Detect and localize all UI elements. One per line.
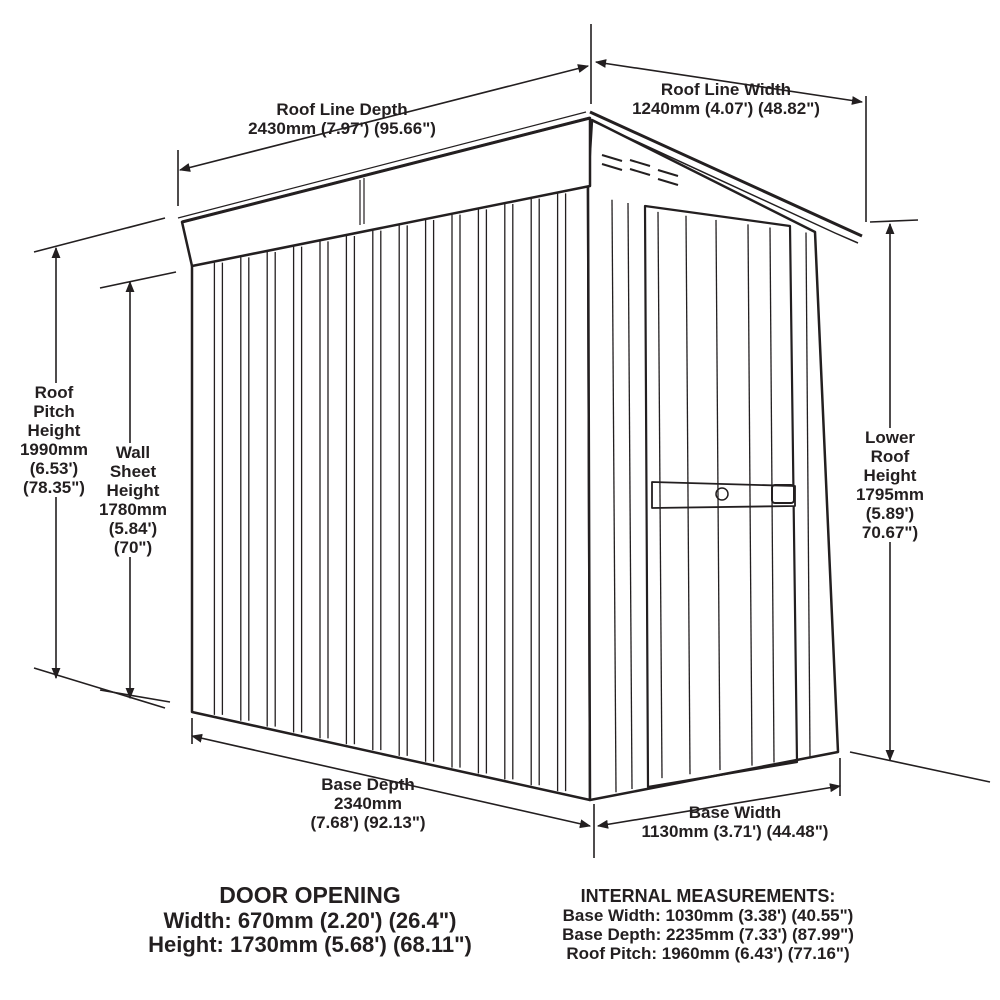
base-depth-value: (7.68') (92.13") bbox=[310, 813, 426, 833]
roof-pitch-height-ft: (6.53') bbox=[29, 459, 79, 479]
wall-sheet-height-ft: (5.84') bbox=[108, 519, 158, 539]
front-wall bbox=[588, 120, 838, 800]
door-opening-width: Width: 670mm (2.20') (26.4") bbox=[163, 907, 457, 933]
roof-pitch-height-line2: Pitch bbox=[33, 402, 75, 422]
wall-sheet-height-line2: Sheet bbox=[109, 462, 157, 482]
wall-sheet-height-line1: Wall bbox=[115, 443, 151, 462]
base-width-title: Base Width bbox=[688, 803, 782, 822]
roof-line-width-value: 1240mm (4.07') (48.82") bbox=[632, 99, 820, 119]
wall-sheet-height-in: (70") bbox=[113, 538, 153, 558]
base-depth-mm: 2340mm bbox=[333, 794, 403, 814]
lower-roof-height-ft: (5.89') bbox=[865, 504, 915, 524]
roof-pitch-height-label bbox=[6, 383, 102, 497]
roof-line-width-title: Roof Line Width bbox=[660, 80, 792, 99]
base-width-label bbox=[618, 803, 852, 841]
wall-sheet-height-label bbox=[90, 443, 176, 557]
lower-roof-height-line1: Lower bbox=[864, 428, 916, 447]
door-opening-height: Height: 1730mm (5.68') (68.11") bbox=[148, 932, 472, 958]
roof-line-depth-title: Roof Line Depth bbox=[276, 100, 408, 119]
wall-sheet-height-line3: Height bbox=[106, 481, 160, 501]
base-depth-label bbox=[268, 775, 468, 832]
internal-measurements-block bbox=[518, 886, 898, 963]
roof-line-depth-label bbox=[222, 100, 462, 138]
door-opening-block bbox=[110, 883, 510, 958]
roof-line-width-label bbox=[604, 80, 848, 118]
roof-line-depth-value: 2430mm (7.97') (95.66") bbox=[248, 119, 436, 139]
wall-sheet-height-mm: 1780mm bbox=[98, 500, 168, 520]
roof-pitch-height-line3: Height bbox=[27, 421, 81, 441]
base-width-value: 1130mm (3.71') (44.48") bbox=[641, 822, 829, 842]
side-wall bbox=[192, 185, 590, 800]
lower-roof-height-label bbox=[844, 428, 936, 542]
door-opening-title: DOOR OPENING bbox=[219, 882, 401, 908]
roof-pitch-height-mm: 1990mm bbox=[19, 440, 89, 460]
lower-roof-height-in: 70.67") bbox=[861, 523, 919, 543]
internal-measurements-title: INTERNAL MEASUREMENTS: bbox=[580, 886, 836, 906]
shed-body bbox=[178, 112, 862, 800]
internal-base-depth: Base Depth: 2235mm (7.33') (87.99") bbox=[562, 925, 854, 945]
internal-base-width: Base Width: 1030mm (3.38') (40.55") bbox=[562, 906, 854, 926]
lower-roof-height-line2: Roof bbox=[870, 447, 910, 467]
lower-roof-height-line3: Height bbox=[863, 466, 917, 486]
base-depth-title: Base Depth bbox=[321, 775, 415, 794]
roof-pitch-height-in: (78.35") bbox=[23, 478, 85, 498]
roof-pitch-height-line1: Roof bbox=[34, 383, 74, 402]
lower-roof-height-mm: 1795mm bbox=[855, 485, 925, 505]
internal-roof-pitch: Roof Pitch: 1960mm (6.43') (77.16") bbox=[566, 944, 850, 964]
